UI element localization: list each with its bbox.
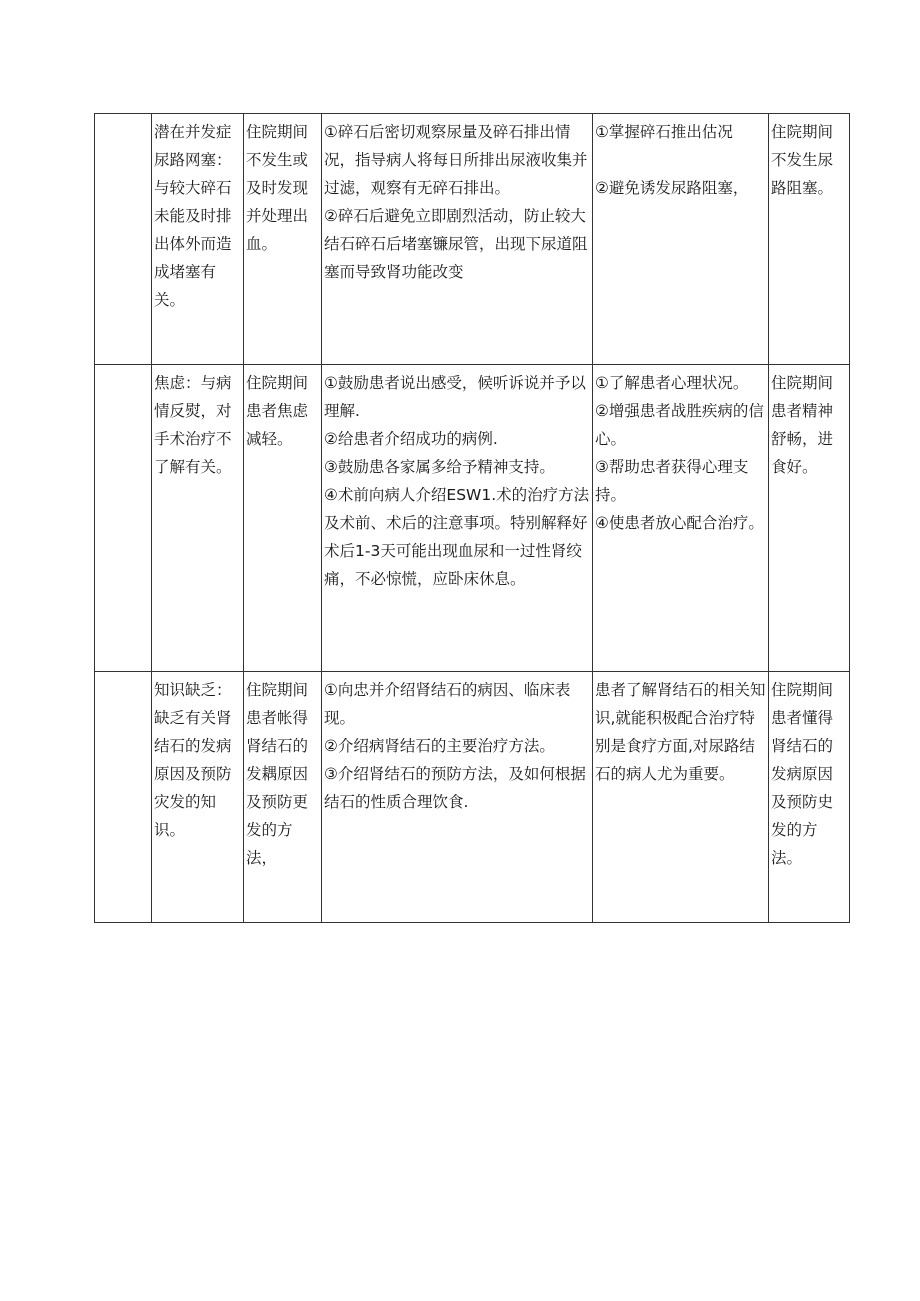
- measure-item: ②介绍病肾结石的主要治疗方法。: [324, 737, 555, 755]
- rationale-cell: [593, 672, 769, 923]
- goal-cell: [244, 672, 322, 923]
- measure-item: ②碎石后避免立即剧烈活动，防止较大结石碎石后堵塞镰尿管，出现下尿道阻塞而导致肾功能改变: [324, 207, 588, 281]
- rationale-item: ④使患者放心配合治疗。: [595, 514, 764, 532]
- rationale-item: ③帮助忠者获得心理支持。: [595, 458, 749, 504]
- measure-item: ③介绍肾结石的预防方法，及如何根据结石的性质合理饮食.: [324, 765, 586, 811]
- goal-text: 住院期间患者焦虑减轻。: [246, 374, 309, 448]
- rationale-cell: [593, 365, 769, 672]
- problem-text: 潜在并发症尿路网塞：与较大碎石未能及时排出体外而造成堵塞有关。: [154, 123, 232, 309]
- measure-item: ③鼓励患各家属多给予精神支持。: [324, 458, 555, 476]
- evaluation-text: 住院期间患者懂得肾结石的发病原因及预防史发的方法。: [771, 681, 834, 867]
- measure-item: ②给患者介绍成功的病例.: [324, 430, 498, 448]
- problem-text: 焦虑：与病情反熨，对手术治疗不了解有关。: [154, 374, 232, 476]
- evaluation-text: 住院期间不发生尿路阻塞。: [771, 123, 834, 197]
- problem-cell: [152, 365, 244, 672]
- measure-item: ①鼓励患者说出感受，候听诉说并予以理解.: [324, 374, 586, 420]
- evaluation-cell: [769, 114, 850, 365]
- evaluation-cell: [769, 672, 850, 923]
- goal-cell: [244, 114, 322, 365]
- measure-item: ①向忠并介绍肾结石的病因、临床表现。: [324, 681, 571, 727]
- measures-cell: [322, 672, 593, 923]
- problem-text: 知识缺乏：缺乏有关肾结石的发病原因及预防灾发的知识。: [154, 681, 232, 839]
- table-row: [95, 114, 850, 365]
- index-cell: [95, 114, 152, 365]
- index-cell: [95, 365, 152, 672]
- table-row: [95, 672, 850, 923]
- measures-cell: [322, 114, 593, 365]
- rationale-item: ①掌握碎石推出估况: [595, 123, 733, 141]
- measures-cell: [322, 365, 593, 672]
- rationale-item: ①了解患者心理状况。: [595, 374, 749, 392]
- problem-cell: [152, 672, 244, 923]
- measure-item: ④术前向病人介绍ESW1.术的治疗方法及术前、术后的注意事项。特别解释好术后1-3天可能出现血尿和一过性肾绞痛，不必惊慌，应卧床休息。: [324, 486, 590, 588]
- goal-text: 住院期间患者帐得肾结石的发耦原因及预防更发的方法，: [246, 681, 309, 867]
- rationale-item: ②避免诱发尿路阻塞，: [595, 179, 749, 197]
- problem-cell: [152, 114, 244, 365]
- goal-text: 住院期间不发生或及时发现并处理出血。: [246, 123, 309, 253]
- rationale-item: 患者了解肾结石的相关知识,就能积极配合治疗特别是食疗方面,对尿路结石的病人尤为重要。: [595, 681, 766, 783]
- rationale-item: ②增强患者战胜疾病的信心。: [595, 402, 764, 448]
- evaluation-cell: [769, 365, 850, 672]
- nursing-care-plan-table: [94, 113, 850, 923]
- evaluation-text: 住院期间患者精神舒畅，进食好。: [771, 374, 834, 476]
- goal-cell: [244, 365, 322, 672]
- index-cell: [95, 672, 152, 923]
- measure-item: ①碎石后密切观察尿量及碎石排出情况，指导病人将每日所排出尿液收集并过滤，观察有无碎石排出。: [324, 123, 588, 197]
- table-row: [95, 365, 850, 672]
- rationale-cell: [593, 114, 769, 365]
